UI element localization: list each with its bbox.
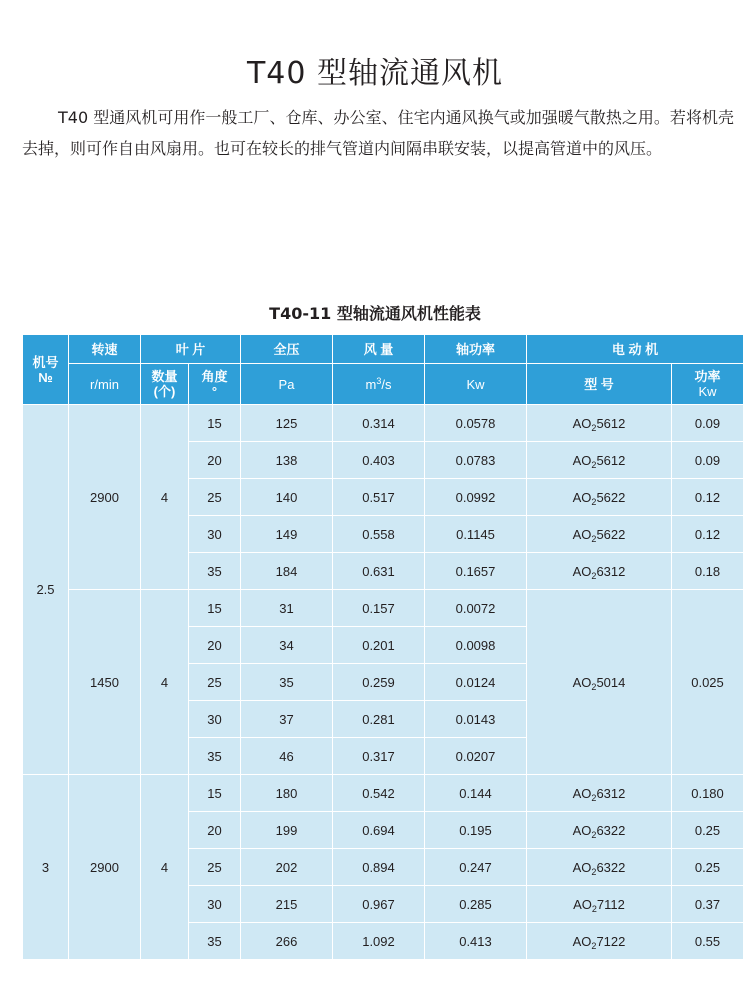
cell-motor-model <box>527 849 672 886</box>
header-airflow-unit <box>333 364 425 405</box>
header-motor-power <box>672 364 744 405</box>
table-row <box>23 775 744 812</box>
cell-motor-model <box>527 405 672 442</box>
cell-airflow: 0.403 <box>333 442 425 479</box>
table-row <box>23 405 744 442</box>
header-motor-power-unit: Kw <box>698 384 717 399</box>
cell-shaft-power: 0.0098 <box>425 627 527 664</box>
cell-motor-power: 0.12 <box>672 479 744 516</box>
model-prefix: AO <box>572 933 592 949</box>
cell-blade-count: 4 <box>141 775 189 960</box>
cell-airflow: 0.558 <box>333 516 425 553</box>
cell-shaft-power: 0.144 <box>425 775 527 812</box>
cell-machine-no: 3 <box>23 775 69 960</box>
airflow-unit-tail: /s <box>381 376 392 392</box>
cell-airflow: 0.894 <box>333 849 425 886</box>
header-blade-angle <box>189 364 241 405</box>
cell-pressure: 31 <box>241 590 333 627</box>
cell-motor-model <box>527 923 672 960</box>
cell-blade-angle: 30 <box>189 886 241 923</box>
model-number: 7112 <box>596 896 625 912</box>
header-pressure-unit: Pa <box>241 364 333 405</box>
cell-blade-angle: 15 <box>189 775 241 812</box>
cell-pressure: 199 <box>241 812 333 849</box>
cell-pressure: 140 <box>241 479 333 516</box>
cell-motor-power: 0.180 <box>672 775 744 812</box>
model-prefix: AO <box>572 785 592 801</box>
cell-blade-angle: 30 <box>189 701 241 738</box>
model-subscript: 2 <box>591 903 597 914</box>
cell-motor-model <box>527 590 672 775</box>
cell-pressure: 202 <box>241 849 333 886</box>
header-motor-power-label: 功率 <box>694 369 721 384</box>
cell-speed: 1450 <box>69 590 141 775</box>
header-blade-count-label: 数量 <box>151 369 178 384</box>
model-number: 5014 <box>596 674 626 690</box>
model-subscript: 2 <box>591 422 597 433</box>
cell-shaft-power: 0.1657 <box>425 553 527 590</box>
cell-blade-count: 4 <box>141 590 189 775</box>
header-motor: 电 动 机 <box>527 335 744 364</box>
cell-blade-angle: 35 <box>189 553 241 590</box>
cell-airflow: 0.201 <box>333 627 425 664</box>
cell-motor-power: 0.09 <box>672 442 744 479</box>
cell-blade-angle: 20 <box>189 442 241 479</box>
model-prefix: AO <box>572 415 592 431</box>
model-number: 6322 <box>596 859 626 875</box>
cell-blade-count: 4 <box>141 405 189 590</box>
model-prefix: AO <box>572 489 592 505</box>
cell-blade-angle: 25 <box>189 849 241 886</box>
table-body <box>23 405 744 960</box>
cell-pressure: 149 <box>241 516 333 553</box>
cell-motor-model <box>527 442 672 479</box>
cell-motor-model <box>527 775 672 812</box>
intro-paragraph: T40 型通风机可用作一般工厂、仓库、办公室、住宅内通风换气或加强暖气散热之用。若将机壳去掉，则可作自由风扇用。也可在较长的排气管道内间隔串联安装，以提高管道中的风压。 <box>22 108 734 158</box>
model-subscript: 2 <box>591 829 597 840</box>
cell-pressure: 215 <box>241 886 333 923</box>
model-subscript: 2 <box>591 792 597 803</box>
cell-blade-angle: 25 <box>189 479 241 516</box>
header-pressure: 全压 <box>241 335 333 364</box>
cell-airflow: 0.631 <box>333 553 425 590</box>
cell-blade-angle: 20 <box>189 812 241 849</box>
cell-motor-model <box>527 812 672 849</box>
cell-pressure: 180 <box>241 775 333 812</box>
header-machine-no-label: 机号 <box>32 354 59 370</box>
page-title: T40 型轴流通风机 <box>246 56 504 92</box>
model-prefix: AO <box>572 859 592 875</box>
cell-shaft-power: 0.195 <box>425 812 527 849</box>
model-subscript: 2 <box>591 533 597 544</box>
cell-motor-power: 0.09 <box>672 405 744 442</box>
cell-airflow: 0.694 <box>333 812 425 849</box>
table-header <box>23 335 744 405</box>
header-speed: 转速 <box>69 335 141 364</box>
model-prefix: AO <box>572 563 592 579</box>
model-subscript: 2 <box>591 459 597 470</box>
model-prefix: AO <box>572 674 592 690</box>
header-shaft-power-unit: Kw <box>425 364 527 405</box>
cell-shaft-power: 0.413 <box>425 923 527 960</box>
cell-speed: 2900 <box>69 405 141 590</box>
cell-motor-model <box>527 479 672 516</box>
cell-motor-power: 0.25 <box>672 849 744 886</box>
header-blade-count-unit: (个) <box>153 384 176 399</box>
model-prefix: AO <box>573 896 592 912</box>
cell-airflow: 0.967 <box>333 886 425 923</box>
cell-pressure: 34 <box>241 627 333 664</box>
cell-shaft-power: 0.0207 <box>425 738 527 775</box>
cell-motor-model <box>527 886 672 923</box>
cell-motor-power: 0.25 <box>672 812 744 849</box>
model-prefix: AO <box>572 526 592 542</box>
cell-shaft-power: 0.0072 <box>425 590 527 627</box>
cell-shaft-power: 0.0578 <box>425 405 527 442</box>
model-subscript: 2 <box>591 570 597 581</box>
cell-blade-angle: 20 <box>189 627 241 664</box>
cell-shaft-power: 0.0783 <box>425 442 527 479</box>
cell-motor-model <box>527 516 672 553</box>
airflow-unit-exponent: 3 <box>376 375 382 386</box>
header-machine-no-symbol: № <box>38 369 53 385</box>
cell-pressure: 138 <box>241 442 333 479</box>
model-subscript: 2 <box>591 940 597 951</box>
model-number: 5622 <box>596 489 626 505</box>
cell-blade-angle: 30 <box>189 516 241 553</box>
cell-shaft-power: 0.0124 <box>425 664 527 701</box>
cell-shaft-power: 0.0992 <box>425 479 527 516</box>
cell-motor-model <box>527 553 672 590</box>
model-prefix: AO <box>572 452 592 468</box>
cell-airflow: 0.157 <box>333 590 425 627</box>
header-blade-count <box>141 364 189 405</box>
cell-shaft-power: 0.247 <box>425 849 527 886</box>
cell-pressure: 46 <box>241 738 333 775</box>
header-blade: 叶 片 <box>141 335 241 364</box>
header-machine-no <box>23 335 69 405</box>
model-subscript: 2 <box>591 866 597 877</box>
header-motor-model: 型 号 <box>527 364 672 405</box>
airflow-unit-base: m <box>365 376 377 392</box>
cell-shaft-power: 0.0143 <box>425 701 527 738</box>
model-subscript: 2 <box>591 681 597 692</box>
cell-blade-angle: 35 <box>189 923 241 960</box>
model-number: 6312 <box>596 563 626 579</box>
model-number: 6312 <box>596 785 626 801</box>
cell-airflow: 0.281 <box>333 701 425 738</box>
cell-airflow: 0.259 <box>333 664 425 701</box>
header-shaft-power: 轴功率 <box>425 335 527 364</box>
cell-speed: 2900 <box>69 775 141 960</box>
cell-shaft-power: 0.1145 <box>425 516 527 553</box>
model-number: 5612 <box>596 452 626 468</box>
model-prefix: AO <box>572 822 592 838</box>
cell-motor-power: 0.55 <box>672 923 744 960</box>
table-title: T40-11 型轴流通风机性能表 <box>269 304 481 323</box>
cell-blade-angle: 25 <box>189 664 241 701</box>
header-airflow: 风 量 <box>333 335 425 364</box>
cell-blade-angle: 35 <box>189 738 241 775</box>
cell-machine-no: 2.5 <box>23 405 69 775</box>
table-row <box>23 590 744 627</box>
cell-airflow: 0.517 <box>333 479 425 516</box>
model-number: 6322 <box>596 822 626 838</box>
cell-airflow: 0.314 <box>333 405 425 442</box>
performance-table <box>22 334 744 960</box>
cell-motor-power: 0.37 <box>672 886 744 923</box>
cell-shaft-power: 0.285 <box>425 886 527 923</box>
model-number: 7122 <box>596 933 626 949</box>
cell-airflow: 0.317 <box>333 738 425 775</box>
cell-pressure: 266 <box>241 923 333 960</box>
cell-blade-angle: 15 <box>189 590 241 627</box>
cell-pressure: 125 <box>241 405 333 442</box>
header-blade-angle-label: 角度 <box>201 369 228 384</box>
cell-airflow: 0.542 <box>333 775 425 812</box>
cell-motor-power: 0.025 <box>672 590 744 775</box>
model-number: 5622 <box>596 526 626 542</box>
model-subscript: 2 <box>591 496 597 507</box>
cell-pressure: 184 <box>241 553 333 590</box>
cell-pressure: 35 <box>241 664 333 701</box>
cell-airflow: 1.092 <box>333 923 425 960</box>
header-speed-unit: r/min <box>69 364 141 405</box>
cell-pressure: 37 <box>241 701 333 738</box>
cell-motor-power: 0.12 <box>672 516 744 553</box>
header-blade-angle-unit: ° <box>211 384 218 399</box>
cell-blade-angle: 15 <box>189 405 241 442</box>
model-number: 5612 <box>596 415 626 431</box>
cell-motor-power: 0.18 <box>672 553 744 590</box>
